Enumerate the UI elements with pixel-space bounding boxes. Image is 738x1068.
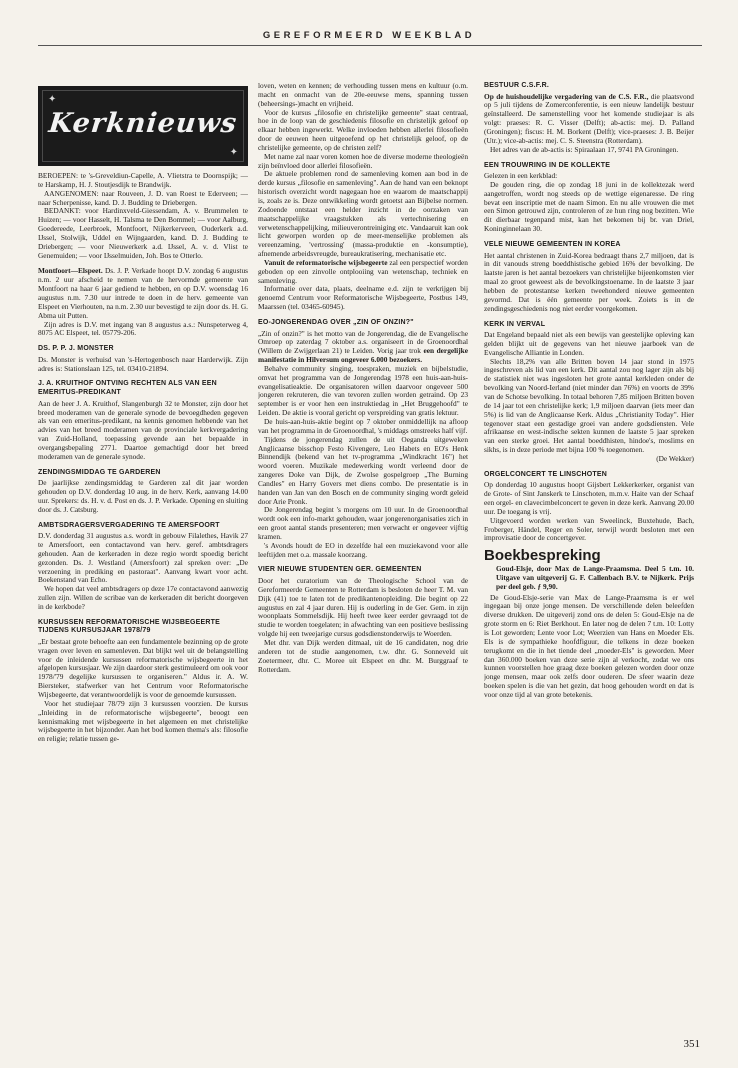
news-section xyxy=(38,619,248,744)
news-section xyxy=(38,172,248,260)
paragraph: „Er bestaat grote behoefte aan een fundamentele bezinning op de grote vragen over leven en samenleven. Dat blijkt wel uit de belangstelling voor de inleidende kursussen reformatorische wijsbegeerte in het afgelopen kursusjaar. We zijn daardoor sterk gestimuleerd om ook voor 1978/'79 degelijke kursussen te organiseren." Aldus ir. A. W. Biersteker, stafwerker van het Centrum voor Reformatorische Wijsbegeerte, dat verantwoordelijk is voor de genoemde kursussen. xyxy=(38,636,248,699)
page-number: 351 xyxy=(683,1038,700,1050)
paragraph xyxy=(38,267,248,320)
news-section xyxy=(484,471,694,544)
source-credit: (De Wekker) xyxy=(656,453,694,463)
lead-in: Op de huishoudelijke vergadering van de C.S. F.R., xyxy=(484,91,649,101)
paragraph: De Goud-Elsje-serie van Max de Lange-Praamsma is er wel ingegaan bij onze jonge mensen. De verschillende delen beleefden diverse drukken. De uitgeverij zond ons de delen 5: Goud-Elsje na de grote storm en 6: Riet Berkhout. En later nog de delen 7 t.m. 10: Lotty is Lot geworden; Lente voor Lot; Weerzien van Hans en Moeder Els. Els is de sympathieke hoofdfiguur, die telkens in deze boeken terugkomt en die in het tiende deel „moeder-Els" is geworden. Meer dan 360.000 boeken van deze serie zijn al verkocht, zodat we ons kunnen voorstellen hoe graag deze boeken gelezen worden door onze jonge mensen, maar ook zelfs door ouderen. De sfeer waarin deze boeken spelen is die van het gezin, dat hoog gehouden wordt en dat is voor onze tijd al van grote betekenis. xyxy=(484,592,694,699)
section-title: KERK IN VERVAL xyxy=(484,320,546,328)
news-section xyxy=(484,241,694,314)
paragraph: De aktuele problemen rond de samenleving komen aan bod in de derde kursus „filosofie en samenleving". Aan de hand van een beknopt historisch overzicht wordt nagegaan hoe en waarom de maatschappij is, zoals ze is. Deze ontwikkeling wordt getoetst aan Bijbelse normen. Zodoende ontstaat een helder inzicht in de oorzaken van maatschappelijke vraagstukken als vertechnisering en verwetenschappelijking, milieuverontreiniging etc. Vandaaruit kan ook licht geworpen worden op de meer-menselijke problemen als vereenzaming, 'vertrossing' (massa-produktie en -konsumptie), afnemende arbeidsvreugde, bureaukratisering, mechanisatie etc. xyxy=(258,169,468,259)
paragraph-text: Ds. J. P. Verkade hoopt D.V. zondag 6 augustus n.m. 2 uur afscheid te nemen van de hervormde gemeente van Montfoort na haar 6 jaar gediend te hebben, en op D.V. woensdag 16 augustus n.m. 7.30 uur intrede te doen in de herv. gemeente van Elspeet en Vierhouten, na n.m. 2.30 uur bevestigd te zijn door ds. H. G. Abma uit Putten. xyxy=(38,266,248,320)
column-2 xyxy=(258,82,468,1032)
paragraph: Aan de heer J. A. Kruithof, Slangenburgh 32 te Monster, zijn door het breed moderamen van de generale synode de bevoegdheden gegeven als van een emeritus-predikant, na kennis genomen hebbende van het advies van het breed moderamen van de provinciale kerkvergadering van Zuid-Holland, toepassing gevende aan het bepaalde in overgangsbepaling 2771. Daartoe gemachtigd door het breed moderamen van de generale synode. xyxy=(38,398,248,461)
paragraph xyxy=(258,259,468,286)
section-title: KURSUSSEN REFORMATORISCHE WIJSBEGEERTE TIJDENS KURSUSJAAR 1978/79 xyxy=(38,618,220,635)
section-title: BESTUUR C.S.F.R. xyxy=(484,82,550,89)
paragraph: 's Avonds houdt de EO in dezelfde hal een muziekavond voor alle leeftijden met o.a. massale koorzang. xyxy=(258,540,468,559)
news-section xyxy=(38,522,248,612)
column-3 xyxy=(484,82,694,1032)
news-section xyxy=(38,345,248,373)
section-title: VIER NIEUWE STUDENTEN GER. GEMEENTEN xyxy=(258,566,422,574)
paragraph: Gelezen in een kerkblad: xyxy=(484,171,558,181)
news-section xyxy=(484,321,694,464)
section-title: EO-JONGERENDAG OVER „ZIN OF ONZIN?" xyxy=(258,318,414,326)
paragraph: Zijn adres is D.V. met ingang van 8 augustus a.s.: Nunspeterweg 4, 8075 AC Elspeet, tel. 05779-206. xyxy=(38,319,248,338)
book-review-section xyxy=(484,547,694,700)
book-reference: Goud-Elsje, door Max de Lange-Praamsma. Deel 5 t.m. 10. Uitgave van uitgeverij G. F. Callenbach B.V. te Nijkerk. Prijs per deel geb. ƒ 9,90. xyxy=(496,564,694,591)
paragraph: Met dhr. van Dijk werden ditmaal, uit de 16 candidaten, nog drie anderen tot de studie aangenomen, t.w. dhr. G. Sonneveld uit Zoetermeer, dhr. C. Moree uit Elspeet en dhr. M. Burggraaf te Rotterdam. xyxy=(258,637,468,674)
news-section xyxy=(258,566,468,674)
news-section xyxy=(258,319,468,560)
section-title: DS. P. P. J. MONSTER xyxy=(38,345,114,353)
bold-text: een dergelijke manifestatie in Hilversum ongeveer 6.000 bezoekers. xyxy=(258,346,468,365)
paragraph: De gouden ring, die op zondag 18 juni in de kollektezak werd aangetroffen, wordt nog steeds op de wettige eigenaresse. De ring bevat een inscriptie met de naam Simon. En nu alle vrouwen die met een Simon getrouwd zijn, controleren of ze hun ring nog bezitten. Wie dit dierbaar tegenpand mist, kan het bekomen bij br. van Driel, Koninginnelaan 30. xyxy=(484,179,694,234)
paragraph: Voor het studiejaar 78/79 zijn 3 kursussen voorzien. De kursus „Inleiding in de reformatorische wijsbegeerte", beoogt een kennismaking met wijsbegeerte in het algemeen en met christelijke wijsbegeerte in het bijzonder. Aan het bod komen thema's als: filosofie en religie; relatie tussen ge- xyxy=(38,698,248,744)
lead-in: Montfoort—Elspeet. xyxy=(38,266,103,276)
section-title: J. A. KRUITHOF ONTVING RECHTEN ALS VAN EEN EMERITUS-PREDIKANT xyxy=(38,380,217,397)
paragraph: Ds. Monster is verhuisd van 's-Hertogenbosch naar Harderwijk. Zijn adres is: Stationslaan 125, tel. 03410-21894. xyxy=(38,354,248,373)
section-title: ZENDINGSMIDDAG TE GARDEREN xyxy=(38,468,161,476)
paragraph: Informatie over data, plaats, deelname e.d. zijn te verkrijgen bij genoemd Centrum voor Reformatorische Wijsbegeerte, Postbus 149, Maarssen (tel. 03465-60945). xyxy=(258,284,468,312)
news-section xyxy=(484,162,694,235)
banner-title: Kerknieuws xyxy=(47,108,239,139)
paragraph: De jaarlijkse zendingsmiddag te Garderen zal dit jaar worden gehouden op D.V. donderdag 10 aug. in de herv. Kerk, aanvang 14.00 uur. Sprekers: ds. H. v. d. Post en ds. J. P. Verkade. Opening en sluiting door ds. J. Catsburg. xyxy=(38,478,248,514)
lead-in: Vanuit de reformatorische wijsbegeerte xyxy=(264,257,388,267)
column-1 xyxy=(38,92,248,1027)
paragraph: Het aantal christenen in Zuid-Korea bedraagt thans 2,7 miljoen, dat is in dit vanouds streng boeddhistische gebied 16% der bevolking. De laatste jaren is het aantal bezoekers van christelijke bijeenkomsten vier maal zo groot geweest als de bevolkingstoename. In de laatste 3 jaar hebben de protestantse kerken tweehonderd nieuwe gemeenten gevormd. Dat is één gemeente per week. Zoiets is in de zendingsgeschiedenis nog niet eerder voorgekomen. xyxy=(484,250,694,313)
news-section xyxy=(484,82,694,155)
paragraph: BEROEPEN: te 's-Greveldiun-Capelle, A. Vlietstra te Doornspijk; — te Harskamp, H. J. Stoutjesdijk te Brandwijk. xyxy=(38,171,248,189)
paragraph: We hopen dat veel ambtsdragers op deze 17e contactavond aanwezig zullen zijn. Willen de scribae van de kerkeraden dit bericht doorgeven in de kerkbode? xyxy=(38,584,248,611)
paragraph: BEDANKT: voor Hardinxveld-Giessendam, A. v. Brummelen te Huizen; — voor Hasselt, H. Talsma te Den Bommel; — voor Aalburg, Goedereede, Leerbroek, Montfoort, Nijkerkerveen, Ouderkerk a.d. IJssel, Stolwijk, Uddel en Wijngaarden, kand. D. J. Budding te Driebergen; — voor Nieuwerkerk a.d. IJssel, A. v. d. Vlist te Genemuiden; — voor IJsselmuiden, Joh. Bos te Otterlo. xyxy=(38,206,248,260)
section-title: ORGELCONCERT TE LINSCHOTEN xyxy=(484,470,608,478)
header-rule xyxy=(38,45,702,46)
paragraph: Met name zal naar voren komen hoe de diverse moderne theologieën zijn beïnvloed door allerlei filosofieën. xyxy=(258,151,468,170)
paragraph-text: „Zin of onzin?" is het motto van de Jongerendag, die de Evangelische Omroep op zaterdag 7 oktober a.s. organiseert in de Groenoordhal (Willem de Zwijgerlaan 21) te Leiden. Vorig jaar trok xyxy=(258,328,468,356)
news-section xyxy=(38,380,248,461)
paragraph: Uitgevoerd worden werken van Sweelinck, Buxtehude, Bach, Froberger, Händel, Reger en Soler, terwijl wordt besloten met een improvisatie door de concertgever. xyxy=(484,515,694,543)
paragraph: Slechts 18,2% van alle Britten boven 14 jaar stond in 1975 ingeschreven als lid van een kerk. Dit aantal zou nog lager zijn als bij de statistiek niet was ingesloten het grote aantal kerkleden onder de bevolking van Noord-Ierland (niet minder dan 76%) en voorts de 39% van de Schotse bevolking. In totaal behoren 7,85 miljoen Britten boven de 14 jaar tot een christelijke kerk; 1,9 miljoen daarvan (iets meer dan 5%) is lid van de Anglicaanse Kerk. Aldus „Christianity Today". Hier tegenover staat een gestadige groei van andere godsdiensten. Vele afrikaanse en west-indische sekten kunnen de laatste 5 jaar spreken van een sterke groei. Het aantal boeddhisten, hindoe's, moslims en sikhs, is in deze periode met bijna 100 % toegenomen. xyxy=(484,356,694,455)
running-header: GEREFORMEERD WEEKBLAD xyxy=(262,30,476,41)
paragraph: AANGENOMEN: naar Rouveen, J. D. van Roest te Ederveen; — naar Scherpenisse, kand. D. J. Budding te Driebergen. xyxy=(38,188,248,207)
paragraph: Voor de kursus „filosofie en christelijke gemeente" staat centraal, hoe in de loop van de geschiedenis filosofie en christelijk geloof op elkaar hebben ingewerkt. Welke invloeden hebben allerlei filosofieën door de eeuwen heen uitgeoefend op het christelijk geloof, op de christelijke gemeente, op de christen zelf? xyxy=(258,107,468,152)
paragraph: Op donderdag 10 augustus hoopt Gijsbert Lekkerkerker, organist van de Grote- of Sint Janskerk te Linschoten, m.m.v. Haite van der Schaaf een orgel- en clavecimbelconcert te geven in deze kerk. Aanvang 20.00 uur. De toegang is vrij. xyxy=(484,480,694,516)
section-title: EEN TROUWRING IN DE KOLLEKTE xyxy=(484,161,611,169)
paragraph: Het adres van de ab-actis is: Spiraalaan 17, 9741 PA Groningen. xyxy=(490,144,679,154)
news-section xyxy=(38,267,248,338)
paragraph xyxy=(258,330,468,365)
section-title: VELE NIEUWE GEMEENTEN IN KOREA xyxy=(484,241,621,248)
paragraph: loven, weten en kennen; de verhouding tussen mens en kultuur (o.m. macht en onmacht van de 20e-eeuwse mens, spanning tussen (beheersings-)macht en vrijheid. xyxy=(258,82,468,108)
book-review-heading: Boekbespreking xyxy=(484,547,601,565)
paragraph: De Jongerendag begint 's morgens om 10 uur. In de Groenoordhal wordt ook een info-markt gehouden, waar jongerenorganisaties zich in een groot aantal stands presenteren; men verwacht er ongeveer vijftig kramen. xyxy=(258,505,468,541)
ornament-icon: ✦ xyxy=(229,147,238,158)
paragraph: Dat Engeland bepaald niet als een bewijs van geestelijke opleving kan gelden blijkt uit de gegevens van het nieuwe jaarboek van de Evangelische Alliantie in Londen. xyxy=(484,330,694,357)
ornament-icon: ✦ xyxy=(48,94,57,105)
paragraph-text: die plaatsvond op 5 juli tijdens de Zomerconferentie, is een nieuw landelijk bestuur geïnstalleerd. De samenstelling voor het komende studiejaar is als volgt: praeses: R. C. Visser (Delft); ab-actis: mej. D. Palland (Groningen); fiscus: H. M. Borkent (Delft); vice-praeses: J. B. Beijer (Utr.); vice-ab-actis: mej. C. S. Steenstra (Rotterdam). xyxy=(484,91,694,145)
paragraph: D.V. donderdag 31 augustus a.s. wordt in gebouw Filalethes, Havik 27 te Amersfoort, een contactavond van herv. geref. ambtsdragers gehouden. Aan de kerkeraden in deze regio wordt spoedig bericht gezonden. Ds. J. Westland (Amersfoort) zal spreken over: „De verzoening in prediking en pastoraat". Aanvang kwart voor acht. Boekenstand van Echo. xyxy=(38,531,248,585)
paragraph: De huis-aan-huis-aktie begint op 7 oktober onmiddellijk na afloop van het programma in de Groenoordhal, 's middags omstreeks half vijf. xyxy=(258,416,468,435)
section-title: AMBTSDRAGERSVERGADERING TE AMERSFOORT xyxy=(38,521,220,529)
paragraph: Behalve community singing, toespraken, muziek en bijbelstudie, omvat het programma van de Jongerendag 1978 een huis-aan-huis-evangelisatieaktie. De organisatoren willen daarvoor ongeveer 500 jongeren rekruteren, die van tevoren zullen worden getraind. Op 23 september is er voor hen een instruktiedag in „Het Bruggehoofd" te Leiden. De aktie is vooral gericht op verspreiding van gratis lektuur. xyxy=(258,363,468,418)
paragraph-text: zal een perspectief worden geboden op een zinvolle ontplooiing van wetenschap, techniek en samenleving. xyxy=(258,257,468,285)
paragraph xyxy=(484,93,694,146)
paragraph: Tijdens de jongerendag zullen de uit Oeganda uitgeweken Anglicaanse bisschop Festo Kivengere, Leo Habets en EO's Henk Binnendijk (bekend van het tv-programma „Windkracht 16") het woord voeren. Muzikale medewerking wordt verleend door de zangeres Doke van Dijk, de Zwolse gospelgroep „The Burning Candles" en Harry Govers met diens combo. De presentatie is in handen van Jan van den Bosch en de community singing wordt geleid door Arie Pronk. xyxy=(258,434,468,506)
news-section xyxy=(38,469,248,515)
paragraph: Door het curatorium van de Theologische School van de Gereformeerde Gemeenten te Rotterdam is besloten de heer T. M. van Dijk (41) toe te laten tot de predikantenopleiding. Die begint op 22 augustus en zal 4 jaar duren. Hij is ouderling in de Ger. Gem. in zijn woonplaats Sommelsdijk. Hij heeft twee keer eerder gevraagd tot de studie te worden toegelaten; in afwachting van een positieve beslissing volgde hij een tweejarige cursus godsdienstonderwijs te Woerden. xyxy=(258,576,468,639)
